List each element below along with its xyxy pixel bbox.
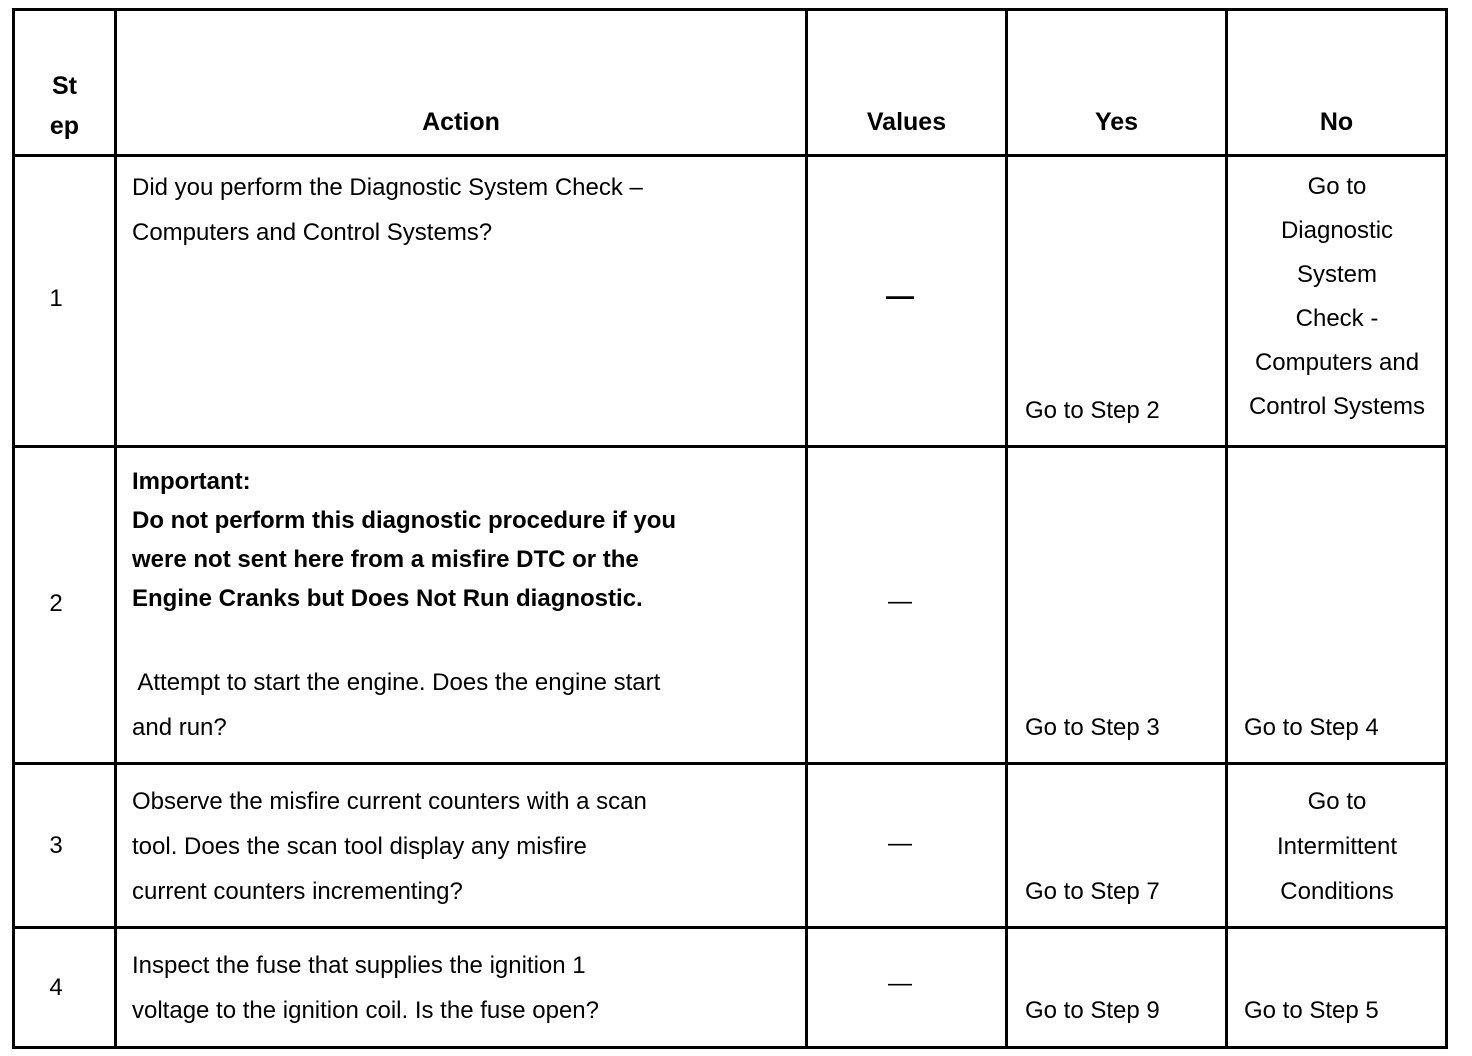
row-3-no: Go to Intermittent Conditions <box>1276 788 1398 905</box>
column-divider <box>805 8 808 1049</box>
row-2-step: 2 <box>49 590 63 617</box>
diagnostic-table <box>12 8 1448 1049</box>
row-3-yes: Go to Step 7 <box>1025 878 1160 905</box>
column-divider <box>114 8 117 1049</box>
row-2-value: — <box>888 588 912 615</box>
row-4-yes: Go to Step 9 <box>1025 997 1160 1024</box>
header-step: St ep <box>49 72 80 140</box>
row-2-action: Attempt to start the engine. Does the engine start and run? <box>132 669 661 741</box>
row-2-important-label: Important: <box>132 468 251 495</box>
row-2-yes: Go to Step 3 <box>1025 714 1160 741</box>
row-2-important-text: Do not perform this diagnostic procedure if you were not sent here from a misfire DTC or the Engine Cranks but Does Not Run diagnostic. <box>132 507 677 612</box>
row-4-step: 4 <box>49 974 63 1001</box>
row-divider <box>12 926 1448 929</box>
row-1-value: — <box>886 280 914 311</box>
row-divider <box>12 762 1448 765</box>
header-action: Action <box>422 108 500 136</box>
row-3-action: Observe the misfire current counters with a scan tool. Does the scan tool display any misfire current counters incrementing? <box>132 788 647 905</box>
row-divider <box>12 445 1448 448</box>
row-3-step: 3 <box>49 832 63 859</box>
row-3-value: — <box>888 830 912 857</box>
table-border-top <box>12 8 1448 11</box>
column-divider <box>1005 8 1008 1049</box>
row-1-yes: Go to Step 2 <box>1025 397 1160 424</box>
header-yes: Yes <box>1094 108 1139 136</box>
row-2-no: Go to Step 4 <box>1244 714 1379 741</box>
row-4-value: — <box>888 970 912 997</box>
row-4-action: Inspect the fuse that supplies the ignition 1 voltage to the ignition coil. Is the fuse open? <box>132 952 599 1024</box>
row-1-step: 1 <box>49 285 63 312</box>
header-values: Values <box>866 108 947 136</box>
header-divider <box>12 154 1448 157</box>
row-1-action: Did you perform the Diagnostic System Check – Computers and Control Systems? <box>132 174 643 246</box>
row-1-no: Go to Diagnostic System Check - Computers and Control Systems <box>1248 173 1426 420</box>
table-border-bottom <box>12 1046 1448 1049</box>
row-4-no: Go to Step 5 <box>1244 997 1379 1024</box>
table-border-left <box>12 8 15 1049</box>
header-no: No <box>1319 108 1354 136</box>
